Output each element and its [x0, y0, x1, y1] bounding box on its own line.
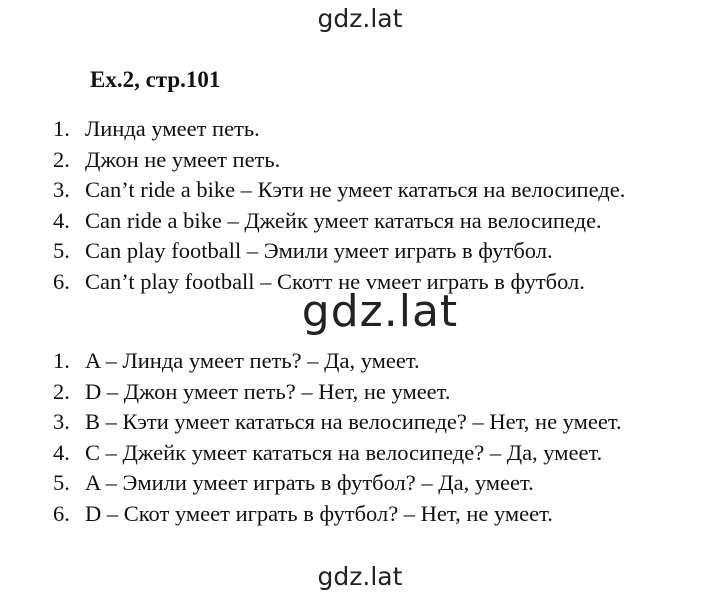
- item-number: 1.: [53, 348, 70, 373]
- list-item: [53, 114, 625, 145]
- item-number: 3.: [53, 177, 70, 203]
- item-text: Линда умеет петь.: [85, 116, 260, 141]
- list-item: [53, 377, 622, 408]
- exercise-title: Ex.2, стр.101: [90, 67, 221, 92]
- item-text: A – Линда умеет петь? – Да, умеет.: [85, 348, 420, 373]
- list-item: [53, 175, 625, 206]
- item-number: 4.: [53, 439, 70, 465]
- item-number: 5.: [53, 238, 70, 264]
- item-text: D – Скот умеет играть в футбол? – Нет, не умеет.: [85, 500, 553, 526]
- item-number: 1.: [53, 116, 70, 141]
- item-number: 3.: [53, 409, 70, 435]
- item-text: Can’t play football – Скотт не vмеет играть в футбол.: [85, 268, 585, 294]
- list-item: [53, 438, 622, 469]
- list-item: [53, 206, 625, 237]
- item-text: B – Кэти умеет кататься на велосипеде? – Нет, не умеет.: [85, 409, 622, 435]
- item-number: 4.: [53, 207, 70, 233]
- item-text: Can’t ride a bike – Кэти не умеет кататься на велосипеде.: [85, 177, 626, 203]
- item-text: Джон не умеет петь.: [85, 146, 281, 172]
- answer-list-part-1: [53, 114, 625, 298]
- watermark-top: gdz.lat: [317, 4, 403, 33]
- list-item: [53, 145, 625, 176]
- answer-list-part-2: [53, 346, 622, 530]
- item-text: A – Эмили умеет играть в футбол? – Да, умеет.: [85, 470, 534, 496]
- item-text: Can play football – Эмили умеет играть в футбол.: [85, 238, 553, 264]
- item-number: 2.: [53, 146, 70, 172]
- item-number: 6.: [53, 500, 70, 526]
- item-number: 2.: [53, 378, 70, 404]
- watermark-bottom: gdz.lat: [317, 562, 403, 591]
- list-item: [53, 468, 622, 499]
- list-item: [53, 236, 625, 267]
- item-number: 6.: [53, 268, 70, 294]
- list-item: [53, 499, 622, 530]
- item-text: D – Джон умеет петь? – Нет, не умеет.: [85, 378, 451, 404]
- watermark-middle: gdz.lat: [301, 286, 459, 337]
- item-number: 5.: [53, 470, 70, 496]
- item-text: C – Джейк умеет кататься на велосипеде? – Да, умеет.: [85, 439, 603, 465]
- list-item: [53, 407, 622, 438]
- list-item: [53, 346, 622, 377]
- item-text: Can ride a bike – Джейк умеет кататься на велосипеде.: [85, 207, 602, 233]
